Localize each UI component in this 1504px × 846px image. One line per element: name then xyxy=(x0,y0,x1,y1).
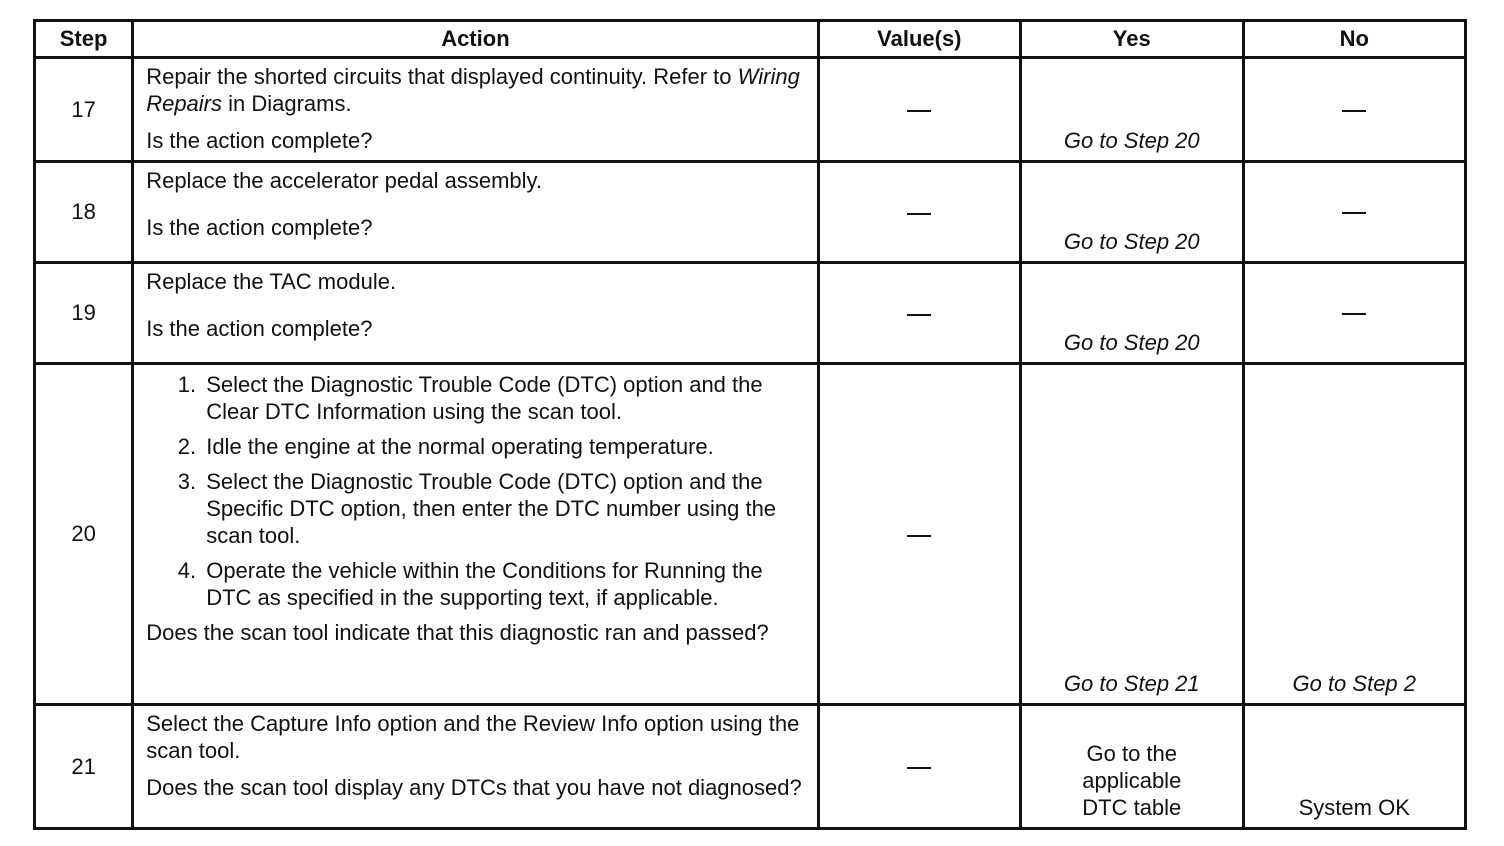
yes-line: Go to the xyxy=(1086,741,1178,766)
wiring-repairs-reference: Wiring Repairs xyxy=(146,64,800,116)
yes-result: Go to Step 21 xyxy=(1021,364,1243,705)
action-cell xyxy=(133,162,818,263)
value-cell xyxy=(818,364,1020,705)
action-question: Does the scan tool display any DTCs that you have not diagnosed? xyxy=(146,775,802,800)
no-dash xyxy=(1342,313,1366,315)
value-dash xyxy=(907,314,931,316)
action-question: Does the scan tool indicate that this diagnostic ran and passed? xyxy=(146,620,769,645)
diagnostic-table xyxy=(33,19,1467,830)
header-values: Value(s) xyxy=(818,21,1020,58)
list-item: 4. Operate the vehicle within the Conditions for Running the DTC as specified in the supporting text, if applicable. xyxy=(202,557,804,611)
action-cell xyxy=(133,263,818,364)
no-cell xyxy=(1243,58,1466,162)
no-cell xyxy=(1243,263,1466,364)
header-action: Action xyxy=(133,21,818,58)
action-cell xyxy=(133,58,818,162)
step-number: 20 xyxy=(35,364,133,705)
list-item: 1. Select the Diagnostic Trouble Code (DTC) option and the Clear DTC Information using the scan tool. xyxy=(202,371,804,425)
list-item: 3. Select the Diagnostic Trouble Code (DTC) option and the Specific DTC option, then enter the DTC number using the scan tool. xyxy=(202,468,804,549)
table-row xyxy=(35,364,1466,705)
step-number: 19 xyxy=(35,263,133,364)
no-dash xyxy=(1342,212,1366,214)
action-question: Is the action complete? xyxy=(146,128,373,153)
yes-result: Go to Step 20 xyxy=(1021,58,1243,162)
no-dash xyxy=(1342,110,1366,112)
table-row xyxy=(35,58,1466,162)
header-yes: Yes xyxy=(1021,21,1243,58)
action-text: Select the Capture Info option and the Review Info option using the scan tool. xyxy=(146,711,800,763)
procedure-list xyxy=(146,371,804,611)
table-row xyxy=(35,162,1466,263)
action-cell xyxy=(133,364,818,705)
action-question: Is the action complete? xyxy=(146,316,373,341)
yes-result: Go to Step 20 xyxy=(1021,263,1243,364)
table-row xyxy=(35,263,1466,364)
header-no: No xyxy=(1243,21,1466,58)
step-number: 21 xyxy=(35,705,133,829)
value-cell xyxy=(818,263,1020,364)
action-question: Is the action complete? xyxy=(146,215,373,240)
yes-line: DTC table xyxy=(1082,795,1182,820)
action-text: Replace the accelerator pedal assembly. xyxy=(146,168,543,193)
action-text: Replace the TAC module. xyxy=(146,269,397,294)
value-dash xyxy=(907,110,931,112)
yes-line: applicable xyxy=(1082,768,1182,793)
no-cell xyxy=(1243,162,1466,263)
yes-result: Go to Step 20 xyxy=(1021,162,1243,263)
value-cell xyxy=(818,162,1020,263)
value-cell xyxy=(818,705,1020,829)
step-number: 17 xyxy=(35,58,133,162)
no-result: System OK xyxy=(1243,705,1466,829)
header-step: Step xyxy=(35,21,133,58)
table-row xyxy=(35,705,1466,829)
header-row xyxy=(35,21,1466,58)
step-number: 18 xyxy=(35,162,133,263)
value-dash xyxy=(907,213,931,215)
yes-result xyxy=(1021,705,1243,829)
value-dash xyxy=(907,535,931,537)
value-cell xyxy=(818,58,1020,162)
list-item: 2. Idle the engine at the normal operating temperature. xyxy=(202,433,804,460)
action-text: Repair the shorted circuits that displayed continuity. Refer to Wiring Repairs in Diagrams. xyxy=(146,64,800,116)
action-cell xyxy=(133,705,818,829)
value-dash xyxy=(907,767,931,769)
no-result: Go to Step 2 xyxy=(1243,364,1466,705)
